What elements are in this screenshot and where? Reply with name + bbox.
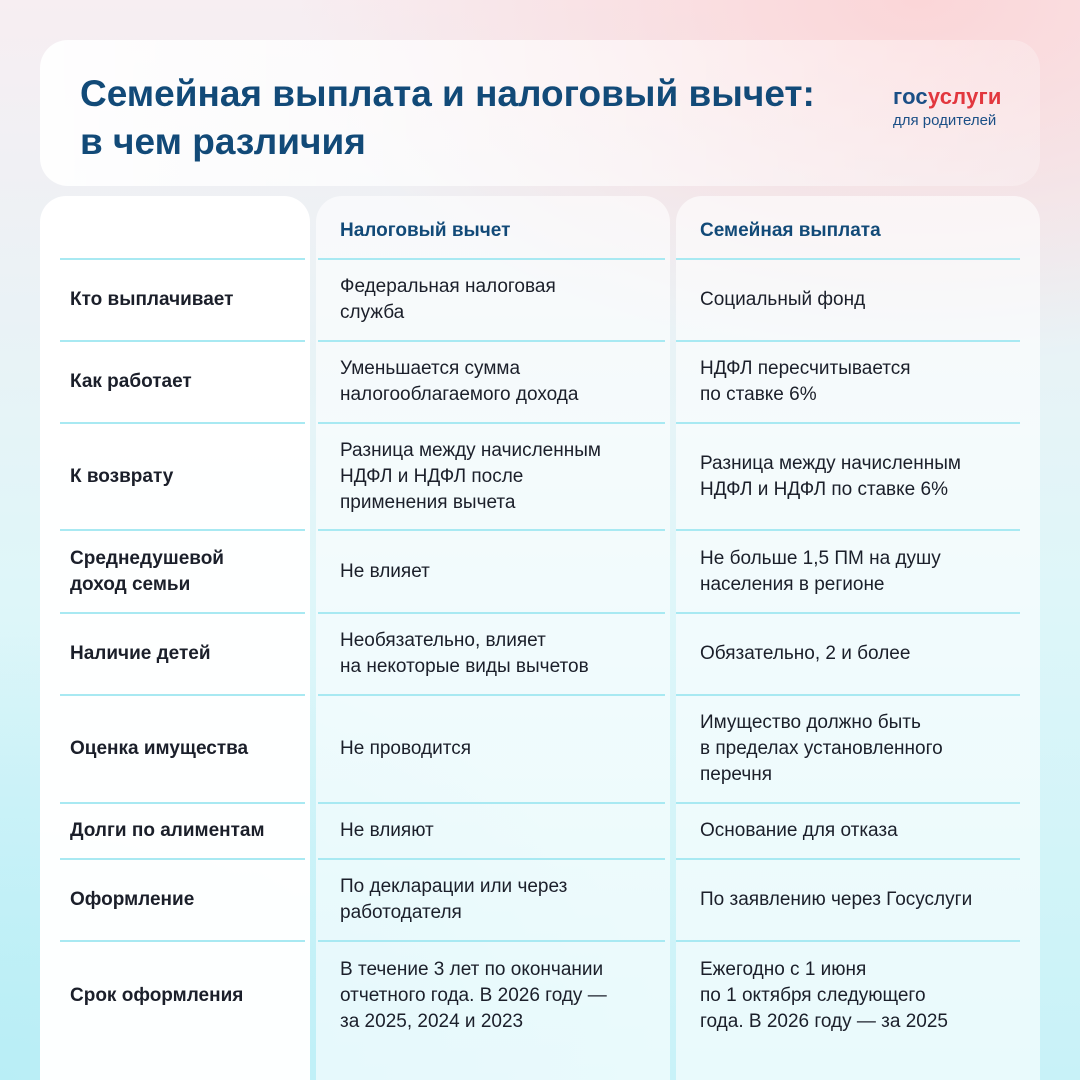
row-label: К возврату [70,465,174,487]
title-line-2: в чем различия [80,121,366,162]
tax-deduction-cell: По декларации или через работодателя [340,876,568,923]
table-row [0,342,1080,422]
table-row [0,531,1080,612]
title-line-1: Семейная выплата и налоговый вычет: [80,73,815,114]
table-row [0,696,1080,802]
table-row [0,942,1080,1050]
gosuslugi-logo [893,84,1033,130]
logo-subtitle: для родителей [893,112,997,129]
column-header-family-payment: Семейная выплата [700,220,881,241]
page-title [80,70,840,166]
tax-deduction-cell: Федеральная налоговая служба [340,276,556,323]
family-payment-cell: Обязательно, 2 и более [700,643,911,664]
tax-deduction-cell: Не влияет [340,560,430,582]
family-payment-cell: Не больше 1,5 ПМ на душу населения в регионе [700,547,941,595]
family-payment-cell: Имущество должно быть в пределах установленного перечня [700,712,943,785]
tax-deduction-cell: Необязательно, влияет на некоторые виды вычетов [340,630,589,677]
table-row [0,614,1080,694]
row-label: Долги по алиментам [70,820,265,841]
family-payment-cell: Разница между начисленным НДФЛ и НДФЛ по ставке 6% [700,452,961,500]
row-label: Как работает [70,371,192,392]
table-row [0,260,1080,340]
tax-deduction-cell: Не проводится [340,738,471,759]
header-card [40,40,1040,186]
logo-gos-text: гос [893,84,928,109]
row-label: Среднедушевой доход семьи [70,547,224,595]
logo-uslugi-text: услуги [927,84,1002,109]
table-row [0,860,1080,940]
table-row [0,424,1080,529]
column-header-tax-deduction: Налоговый вычет [340,220,511,241]
row-label: Кто выплачивает [70,289,234,310]
tax-deduction-cell: В течение 3 лет по окончании отчетного года. В 2026 году — за 2025, 2024 и 2023 [340,959,607,1032]
logo-wordmark [893,84,1033,110]
family-payment-cell: По заявлению через Госуслуги [700,889,973,910]
row-label: Срок оформления [70,985,244,1006]
tax-deduction-cell: Уменьшается сумма налогооблагаемого дохода [340,358,579,405]
tax-deduction-cell: Разница между начисленным НДФЛ и НДФЛ после применения вычета [340,439,601,513]
family-payment-cell: Ежегодно с 1 июня по 1 октября следующего года. В 2026 году — за 2025 [700,959,949,1032]
family-payment-cell: Социальный фонд [700,289,866,310]
row-label: Наличие детей [70,643,211,664]
table-row [0,804,1080,858]
family-payment-cell: НДФЛ пересчитывается по ставке 6% [700,358,911,405]
row-label: Оценка имущества [70,738,249,759]
row-label: Оформление [70,889,195,910]
tax-deduction-cell: Не влияют [340,820,434,841]
family-payment-cell: Основание для отказа [700,820,898,841]
